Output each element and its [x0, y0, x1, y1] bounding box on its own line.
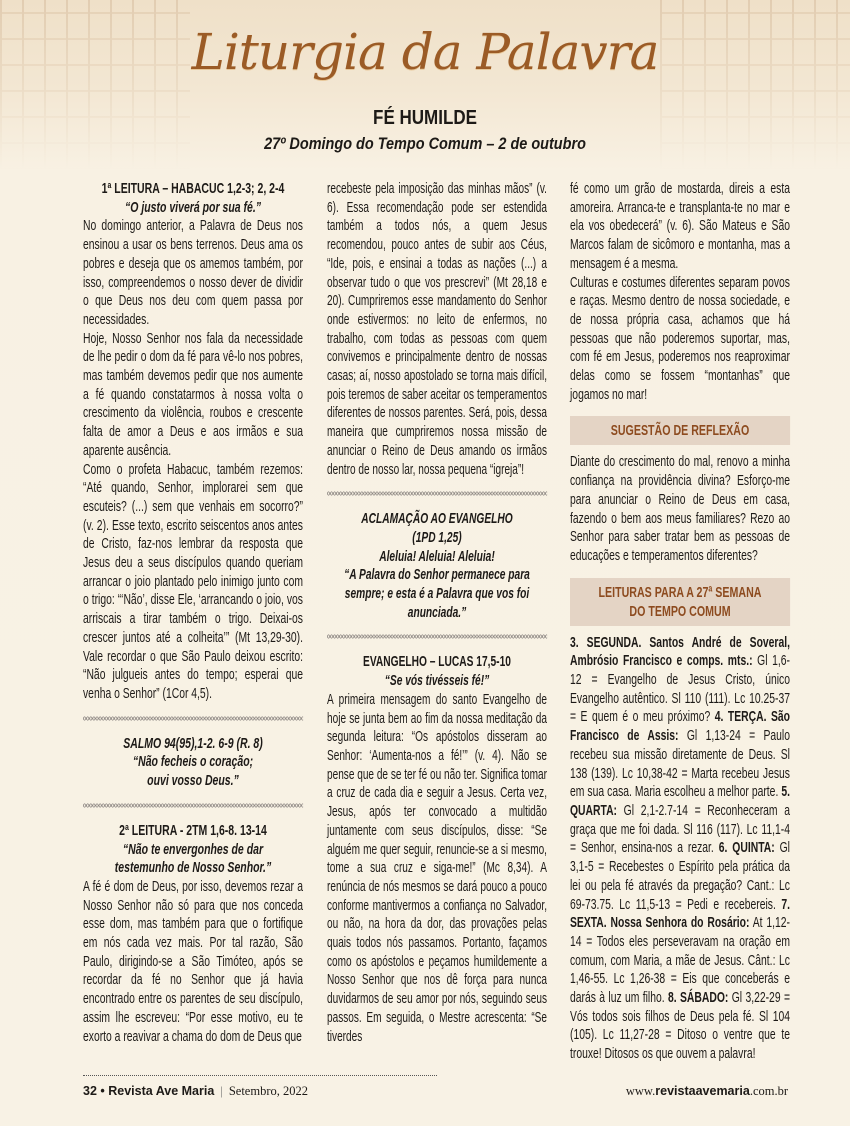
- paragraph: A primeira mensagem do santo Evangelho de hoje se junta bem ao fim da nossa meditação da segunda leitura: “Os apóstolos disseram ao Senhor: ‘Aumenta-nos a fé!’” (v. 4). Não se pense que de se ter fé ou não ter. Significa tomar a cruz de cada dia e seguir a Jesus. Certa vez, Jesus, após ter convocado a multidão juntamente com seus discípulos, disse: “Se alguém me quer seguir, renuncie-se a si mesmo, tome a sua cruz e siga-me!” (Mc 8,34). A renúncia de nós mesmos se dará pouco a pouco conforme mantivermos a confiança no Salvador, ou não, na hora da dor, das provações pelas quais todos nós passamos. Portanto, façamos como os apóstolos e peçamos humildemente a Nosso Senhor que nos dê força para nunca duvidarmos de seu amor por nós, seguindo seus passos. Em seguida, o Mestre acrescenta: “Se tiverdes: [327, 691, 548, 1045]
- section-logo: Liturgia da Palavra: [191, 23, 659, 81]
- paragraph: Como o profeta Habacuc, também rezemos: “Até quando, Senhor, implorarei sem que escuteis? (...) sem que venhais em socorro?” (v. 2). Esse texto, escrito seiscentos anos antes de Cristo, faz-nos lembrar da resposta que Jesus deu a seus discípulos quando queriam arrancar o joio plantado pelo inimigo junto com o trigo: “‘Não’, disse Ele, ‘arrancando o joio, vos arriscais a tirar também o trigo. Deixai-os crescer juntos até a colheita’” (Mt 13,29-30). Vale recordar o que São Paulo deixou escrito: “Não julgueis antes do tempo; esperai que venha o Senhor” (1Cor 4,5).: [83, 461, 303, 702]
- day-label: 4. TERÇA. São Francisco de Assis:: [570, 709, 790, 745]
- reflexao-header: SUGESTÃO DE REFLEXÃO: [570, 416, 790, 445]
- column-2: [327, 180, 547, 1046]
- day-readings: Gl 3,1-5 = Recebestes o Espírito pela prática da lei ou pela fé através da pregação? Cant.: Lc 69-73.75. Lc 11,5-13 = Pedi e recebereis.: [570, 840, 790, 913]
- page-title: FÉ HUMILDE: [373, 107, 477, 129]
- day-label: 3. SEGUNDA. Santos André de Soveral, Ambrósio Francisco e comps. mts.:: [570, 634, 790, 670]
- aclamacao-quote: “A Palavra do Senhor permanece para sempre; e esta é a Palavra que vos foi anunciada.”: [344, 567, 530, 621]
- aclamacao-heading: ACLAMAÇÃO AO EVANGELHO: [361, 511, 513, 528]
- url-prefix: www.: [625, 1084, 656, 1098]
- semana-heading-line: LEITURAS PARA A 27ª SEMANA: [598, 583, 762, 601]
- website-link[interactable]: [626, 1083, 788, 1099]
- semana-heading-line: DO TEMPO COMUM: [629, 602, 731, 620]
- leitura1-quote: “O justo viverá por sua fé.”: [124, 199, 262, 216]
- footer-left: [83, 1083, 308, 1099]
- url-domain: revistaavemaria: [655, 1084, 750, 1098]
- page-number-magazine: 32 • Revista Ave Maria: [83, 1084, 215, 1098]
- paragraph: recebeste pela imposição das minhas mãos” (v. 6). Essa recomendação pode ser estendida também a todos nós, a quem Jesus recomendou, pouco antes de subir aos Céus, “Ide, pois, e ensinai a todas as nações (...) a observar tudo o que vos prescrevi” (Mt 28,18 e 20). Cumpriremos esse mandamento do Senhor onde estivermos: no leito de enfermos, no trabalho, com todas as pessoas com quem convivemos e principalmente dentro de nossas casas; aí, nosso apostolado se torna mais difícil, pois teremos de saber aceitar os temperamentos diferentes de nossos parentes. Será, pois, dessa maneira que cumpriremos nossa missão de anunciar o Reino de Deus amando os irmãos dentro de nosso lar, nossa pequena “igreja”!: [327, 181, 547, 478]
- paragraph: fé como um grão de mostarda, direis a esta amoreira. Arranca-te e transplanta-te no mar e ela vos obedecerá” (v. 6). São Mateus e São Marcos falam de sicômoro e montanha, mas a mensagem é a mesma.: [570, 181, 790, 272]
- footer-divider: [83, 1075, 437, 1076]
- leitura1-heading: 1ª LEITURA – HABACUC 1,2-3; 2, 2-4: [101, 181, 285, 197]
- leitura2-heading: 2ª LEITURA - 2TM 1,6-8. 13-14: [119, 822, 267, 839]
- aclamacao-ref: (1PD 1,25): [412, 529, 462, 546]
- dotted-divider: [327, 491, 547, 496]
- semana-header: [570, 578, 790, 626]
- salmo-line: “Não fecheis o coração;: [132, 754, 254, 771]
- dotted-divider: [83, 716, 303, 721]
- paragraph: Culturas e costumes diferentes separam povos e raças. Mesmo dentro de nossa sociedade, e de nossa própria casa, achamos que há pessoas que não poderemos suportar, mas, com fé em Jesus, poderemos nos reaproximar delas como se fossem “montanhas” que jogamos no mar!: [570, 274, 790, 403]
- reflexao-text: Diante do crescimento do mal, renovo a minha confiança na providência divina? Esforço-me para anunciar o Reino de Deus em casa, fazendo o bem aos meus familiares? Rezo ao Senhor para saber tratar bem as pessoas de educações e temperamentos diferentes?: [570, 454, 790, 564]
- column-1: [83, 180, 303, 1046]
- evangelho-heading: EVANGELHO – LUCAS 17,5-10: [363, 654, 511, 671]
- leitura2-quote: testemunho de Nosso Senhor.”: [114, 860, 272, 877]
- footer-separator: |: [220, 1084, 223, 1098]
- day-readings: At 1,12-14 = Todos eles perseveravam na oração em comum, com Maria, a mãe de Jesus. Cânt.: Lc 1,46-55. Lc 1,26-38 = Eis que conceberás e darás à luz um filho.: [570, 915, 791, 1007]
- day-readings: Gl 3,22-29 = Vós todos sois filhos de Deus pela fé. Sl 104 (105). Lc 11,27-28 = Ditoso o ventre que te trouxe! Ditosos os que ouvem a palavra!: [570, 990, 791, 1063]
- day-label: 8. SÁBADO:: [668, 990, 729, 1007]
- day-readings: Gl 1,6-12 = Evangelho de Jesus Cristo, único Evangelho autêntico. Sl 110 (111). Lc 10.25-37 = E quem é o meu próximo?: [570, 653, 790, 726]
- salmo-heading: SALMO 94(95),1-2. 6-9 (R. 8): [123, 735, 263, 752]
- day-label: 7. SEXTA. Nossa Senhora do Rosário:: [570, 896, 790, 932]
- aclamacao-aleluia: Aleluia! Aleluia! Aleluia!: [379, 548, 495, 565]
- paragraph: A fé é dom de Deus, por isso, devemos rezar a Nosso Senhor não só para que nos conceda esse dom, mas também para que o fortifique em nós cada vez mais. Por tal razão, São Paulo, dirigindo-se a São Timóteo, após se recordar da fé no Senhor que já havia encontrado entre os parentes de seu discípulo, assim lhe escreveu: “Por esse motivo, eu te exorto a reavivar a chama do dom de Deus que: [83, 878, 303, 1045]
- page-subtitle: 27º Domingo do Tempo Comum – 2 de outubro: [264, 134, 586, 153]
- leitura2-quote: “Não te envergonhes de dar: [122, 841, 264, 858]
- issue-date: Setembro, 2022: [228, 1084, 308, 1098]
- dotted-divider: [327, 634, 547, 639]
- day-readings: Gl 1,13-24 = Paulo recebeu sua missão diretamente de Deus. Sl 138 (139). Lc 10,38-42 = Marta recebeu Jesus em sua casa. Maria escolheu a melhor parte.: [570, 728, 791, 801]
- column-3: [570, 180, 790, 1064]
- url-suffix: .com.br: [749, 1084, 788, 1098]
- day-label: 6. QUINTA:: [718, 840, 775, 857]
- paragraph: Hoje, Nosso Senhor nos fala da necessidade de lhe pedir o dom da fé para vê-lo nos pobres, mas também devemos pedir que nos aumente a fé quando constatarmos à nossa volta o crescimento da violência, roubos e crescente falta de amor a Deus e aos irmãos e sua aparente ausência.: [83, 330, 303, 459]
- evangelho-quote: “Se vós tivésseis fé!”: [384, 673, 490, 690]
- weekly-readings: [570, 634, 790, 1064]
- salmo-line: ouvi vosso Deus.”: [147, 773, 239, 790]
- day-readings: Gl 2,1-2.7-14 = Reconheceram a graça que me foi dada. Sl 116 (117). Lc 11,1-4 = Senhor, ensina-nos a rezar.: [570, 802, 790, 857]
- day-label: 5. QUARTA:: [570, 784, 790, 819]
- paragraph: No domingo anterior, a Palavra de Deus nos ensinou a usar os bens terrenos. Deus ama os pobres e deseja que os amemos também, por isso, compreendemos o nosso dever de dividir o que Deus nos deu com quem passa por necessidades.: [83, 218, 303, 328]
- dotted-divider: [83, 803, 303, 808]
